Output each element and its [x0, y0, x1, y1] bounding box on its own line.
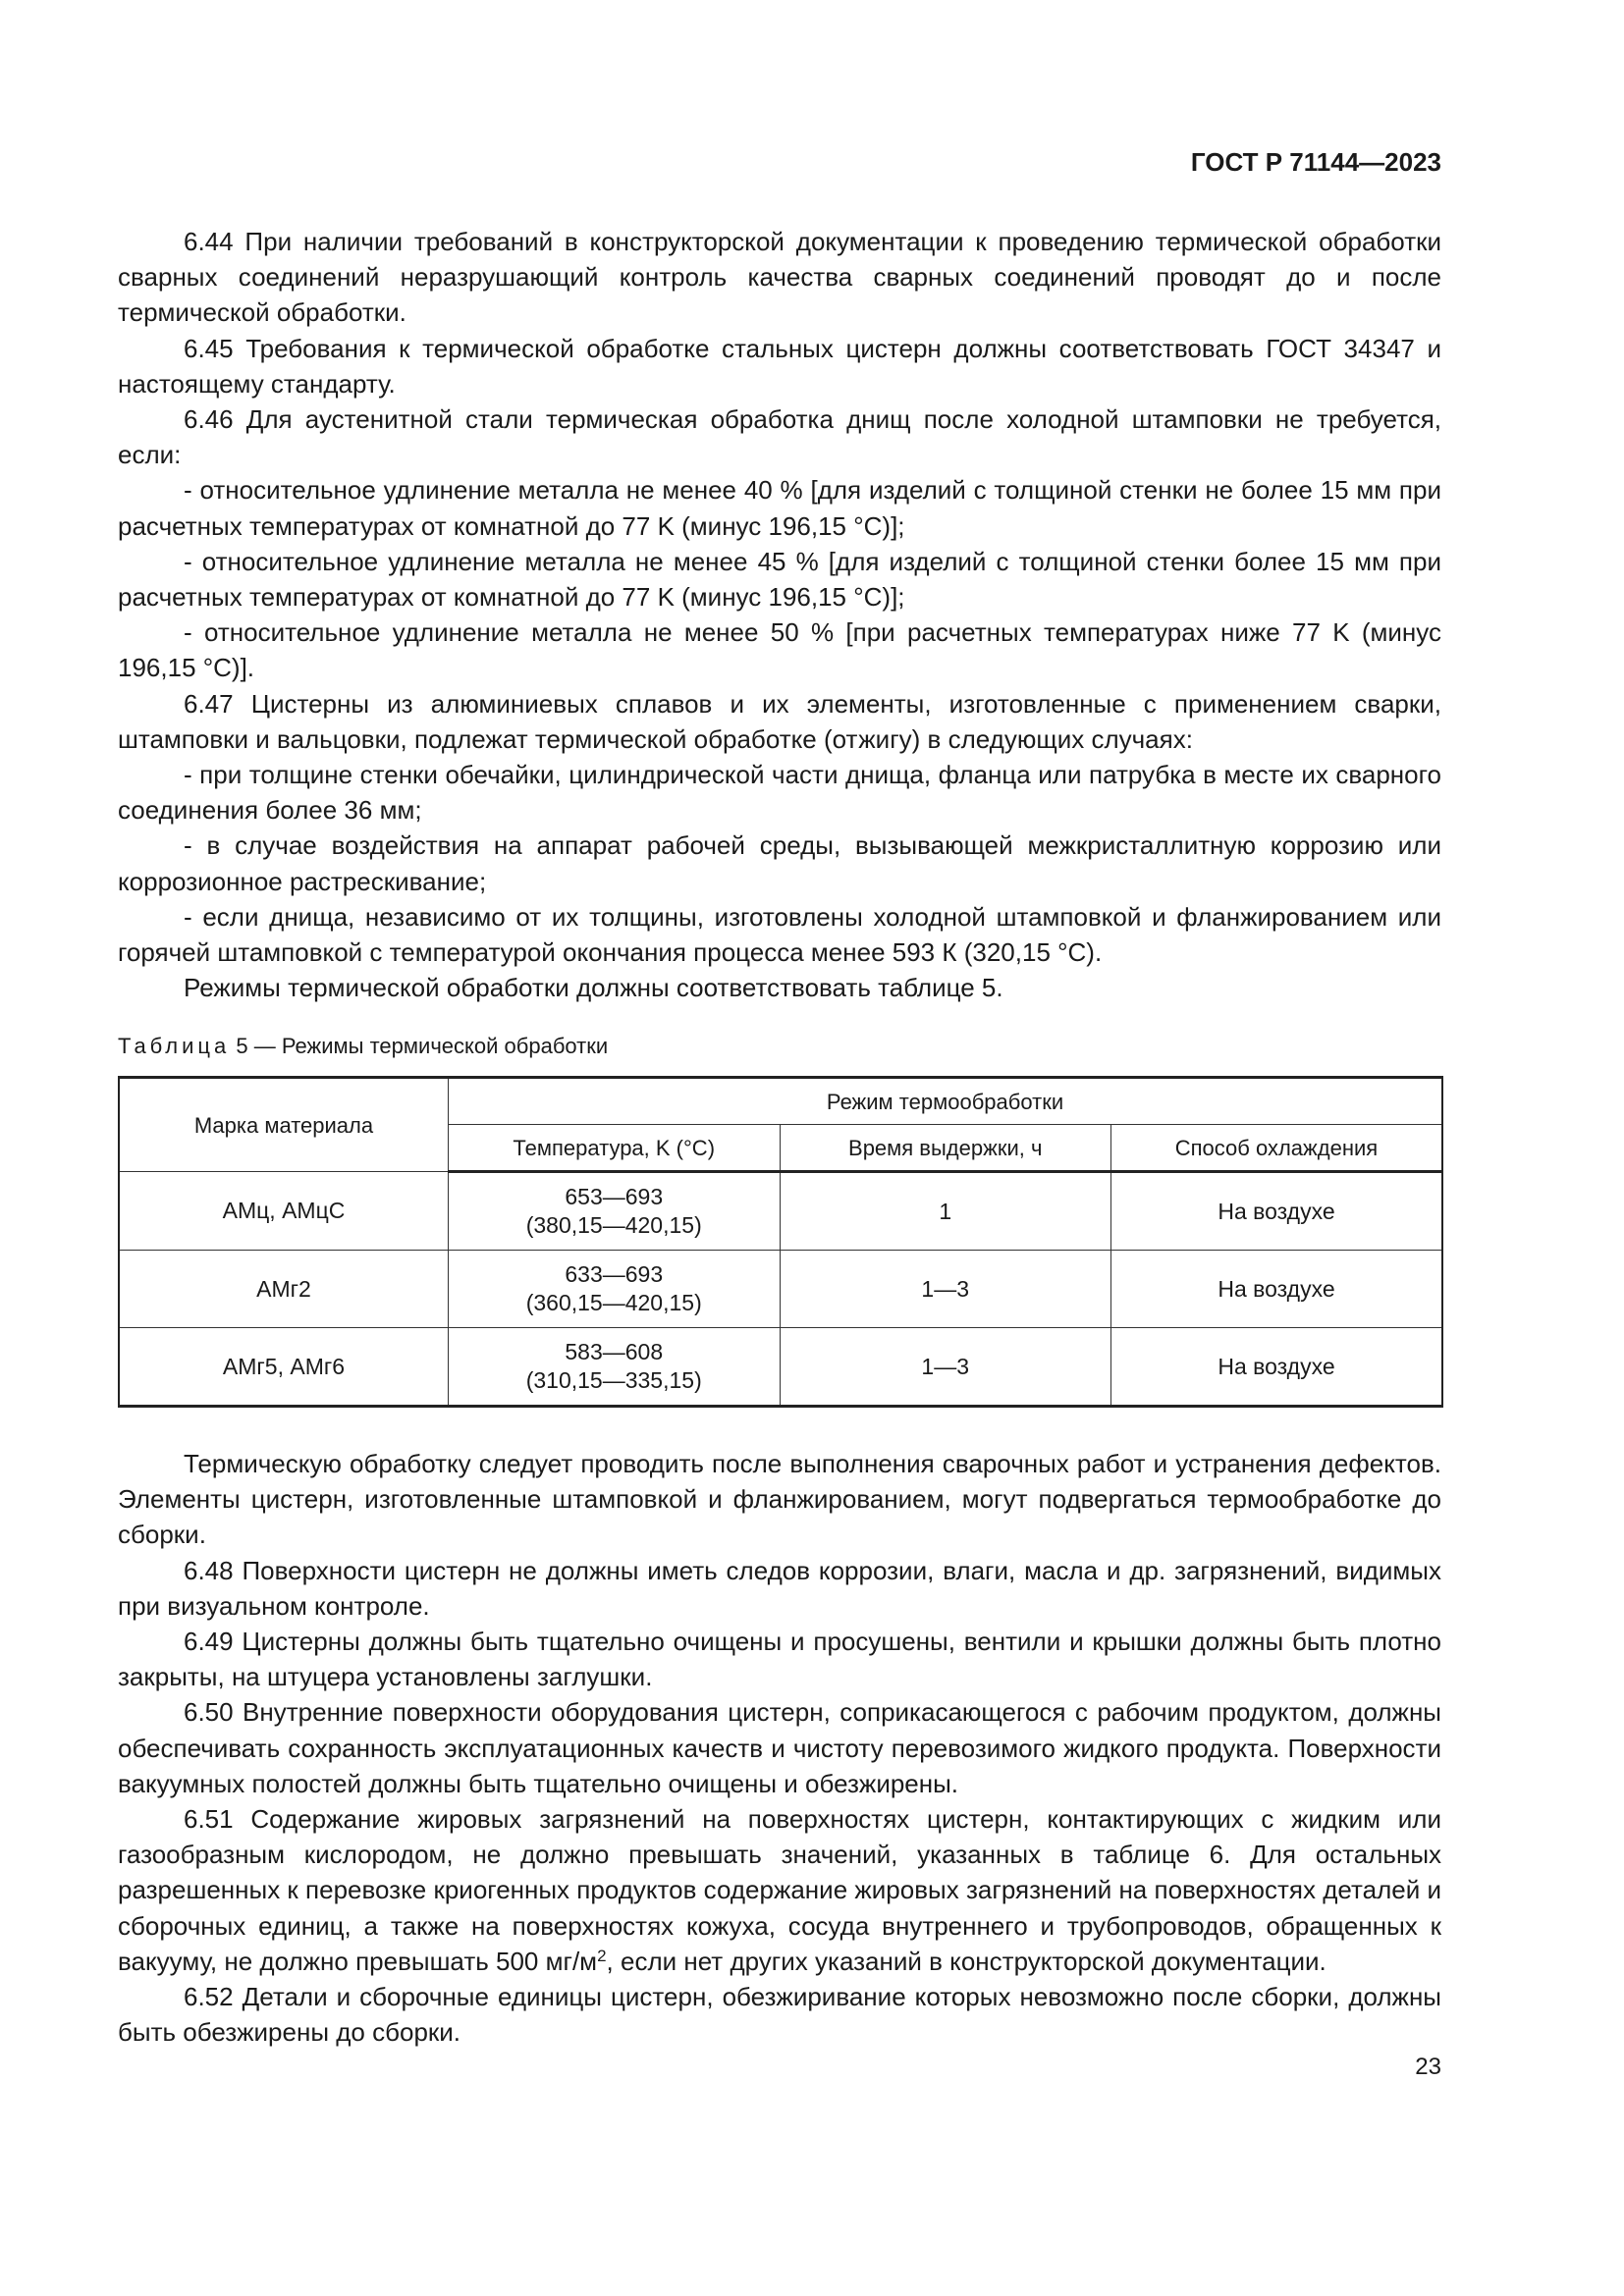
cell-holding-time: 1—3 — [780, 1251, 1110, 1328]
header-material: Марка материала — [119, 1078, 448, 1172]
cell-temperature — [448, 1328, 780, 1407]
cell-holding-time: 1 — [780, 1172, 1110, 1251]
cell-cooling-method: На воздухе — [1110, 1328, 1442, 1407]
paragraph-6-50: 6.50 Внутренние поверхности оборудования цистерн, соприкасающегося с рабочим продуктом, должны обеспечивать сохранность эксплуатационных качеств и чистоту перевозимого жидкого продукта. Поверхности вакуумных полостей должны быть тщательно очищены и обезжирены. — [118, 1697, 1441, 1798]
paragraph-6-48: 6.48 Поверхности цистерн не должны иметь следов коррозии, влаги, масла и др. загрязнений, видимых при визуальном контроле. — [118, 1555, 1441, 1621]
body-text-top — [118, 224, 1441, 1005]
paragraph-6-44: 6.44 При наличии требований в конструкторской документации к проведению термической обработки сварных соединений неразрушающий контроль качества сварных соединений проводят до и после термической обработки. — [118, 227, 1441, 328]
body-text-bottom — [118, 1446, 1441, 2050]
paragraph-6-52: 6.52 Детали и сборочные единицы цистерн, обезжиривание которых невозможно после сборки, должны быть обезжирены до сборки. — [118, 1982, 1441, 2048]
header-mode: Режим термообработки — [448, 1078, 1442, 1125]
cell-material: АМг5, АМг6 — [119, 1328, 448, 1407]
cell-material: АМц, АМцС — [119, 1172, 448, 1251]
table-row — [119, 1328, 1442, 1407]
list-item: - при толщине стенки обечайки, цилиндрической части днища, фланца или патрубка в месте их сварного соединения более 36 мм; — [118, 760, 1441, 826]
table-row — [119, 1251, 1442, 1328]
list-item: - если днища, независимо от их толщины, изготовлены холодной штамповкой и фланжированием или горячей штамповкой с температурой окончания процесса менее 593 К (320,15 °С). — [118, 901, 1441, 968]
paragraph-6-51-end: , если нет других указаний в конструкторской документации. — [606, 1946, 1326, 1976]
cell-temp-celsius: (360,15—420,15) — [525, 1290, 702, 1315]
table-caption — [118, 1034, 608, 1059]
header-cooling-method: Способ охлаждения — [1110, 1125, 1442, 1172]
superscript-exponent: 2 — [597, 1946, 607, 1965]
paragraph-6-51 — [118, 1801, 1441, 1979]
paragraph-after-table: Термическую обработку следует проводить после выполнения сварочных работ и устранения дефектов. Элементы цистерн, изготовленные штамповкой и фланжированием, могут подвергаться термообработке до сборки. — [118, 1449, 1441, 1550]
list-item: - относительное удлинение металла не менее 50 % [при расчетных температурах ниже 77 K (минус 196,15 °С)]. — [118, 617, 1441, 683]
paragraph-6-51-text: 6.51 Содержание жировых загрязнений на поверхностях цистерн, контактирующих с жидким или газообразным кислородом, не должно превышать значений, указанных в таблице 6. Для остальных разрешенных к перевозке криогенных продуктов содержание жировых загрязнений на поверхностях деталей и сборочных единиц, а также на поверхностях кожуха, сосуда внутреннего и трубопроводов, обращенных к вакууму, не должно превышать 500 мг/м — [118, 1804, 1441, 1976]
paragraph-6-47: 6.47 Цистерны из алюминиевых сплавов и их элементы, изготовленные с применением сварки, штамповки и вальцовки, подлежат термической обработке (отжигу) в следующих случаях: — [118, 688, 1441, 754]
cell-material: АМг2 — [119, 1251, 448, 1328]
cell-cooling-method: На воздухе — [1110, 1172, 1442, 1251]
cell-temp-celsius: (310,15—335,15) — [525, 1367, 702, 1393]
cell-temp-kelvin: 583—608 — [565, 1339, 664, 1364]
page-number: 23 — [1415, 2054, 1441, 2080]
header-temperature: Температура, K (°С) — [448, 1125, 780, 1172]
standard-header: ГОСТ Р 71144—2023 — [1190, 147, 1441, 177]
list-item: - относительное удлинение металла не менее 40 % [для изделий с толщиной стенки не более 15 мм при расчетных температурах от комнатной до 77 K (минус 196,15 °С)]; — [118, 475, 1441, 541]
table-row — [119, 1172, 1442, 1251]
paragraph-6-46: 6.46 Для аустенитной стали термическая обработка днищ после холодной штамповки не требуется, если: — [118, 404, 1441, 470]
cell-temperature — [448, 1172, 780, 1251]
header-holding-time: Время выдержки, ч — [780, 1125, 1110, 1172]
list-item: - в случае воздействия на аппарат рабочей среды, вызывающей межкристаллитную коррозию или коррозионное растрескивание; — [118, 830, 1441, 896]
paragraph-6-45: 6.45 Требования к термической обработке стальных цистерн должны соответствовать ГОСТ 34347 и настоящему стандарту. — [118, 333, 1441, 399]
cell-cooling-method: На воздухе — [1110, 1251, 1442, 1328]
paragraph-6-49: 6.49 Цистерны должны быть тщательно очищены и просушены, вентили и крышки должны быть плотно закрыты, на штуцера установлены заглушки. — [118, 1627, 1441, 1692]
cell-temp-kelvin: 633—693 — [565, 1261, 664, 1287]
cell-temp-kelvin: 653—693 — [565, 1184, 664, 1209]
cell-temperature — [448, 1251, 780, 1328]
cell-temp-celsius: (380,15—420,15) — [525, 1212, 702, 1238]
cell-holding-time: 1—3 — [780, 1328, 1110, 1407]
list-item: - относительное удлинение металла не менее 45 % [для изделий с толщиной стенки более 15 мм при расчетных температурах от комнатной до 77 K (минус 196,15 °С)]; — [118, 546, 1441, 613]
paragraph-table-reference: Режимы термической обработки должны соответствовать таблице 5. — [184, 973, 1003, 1003]
table-caption-word: Таблица — [118, 1034, 231, 1058]
heat-treatment-table — [118, 1076, 1443, 1408]
table-caption-title: 5 — Режимы термической обработки — [236, 1034, 609, 1058]
